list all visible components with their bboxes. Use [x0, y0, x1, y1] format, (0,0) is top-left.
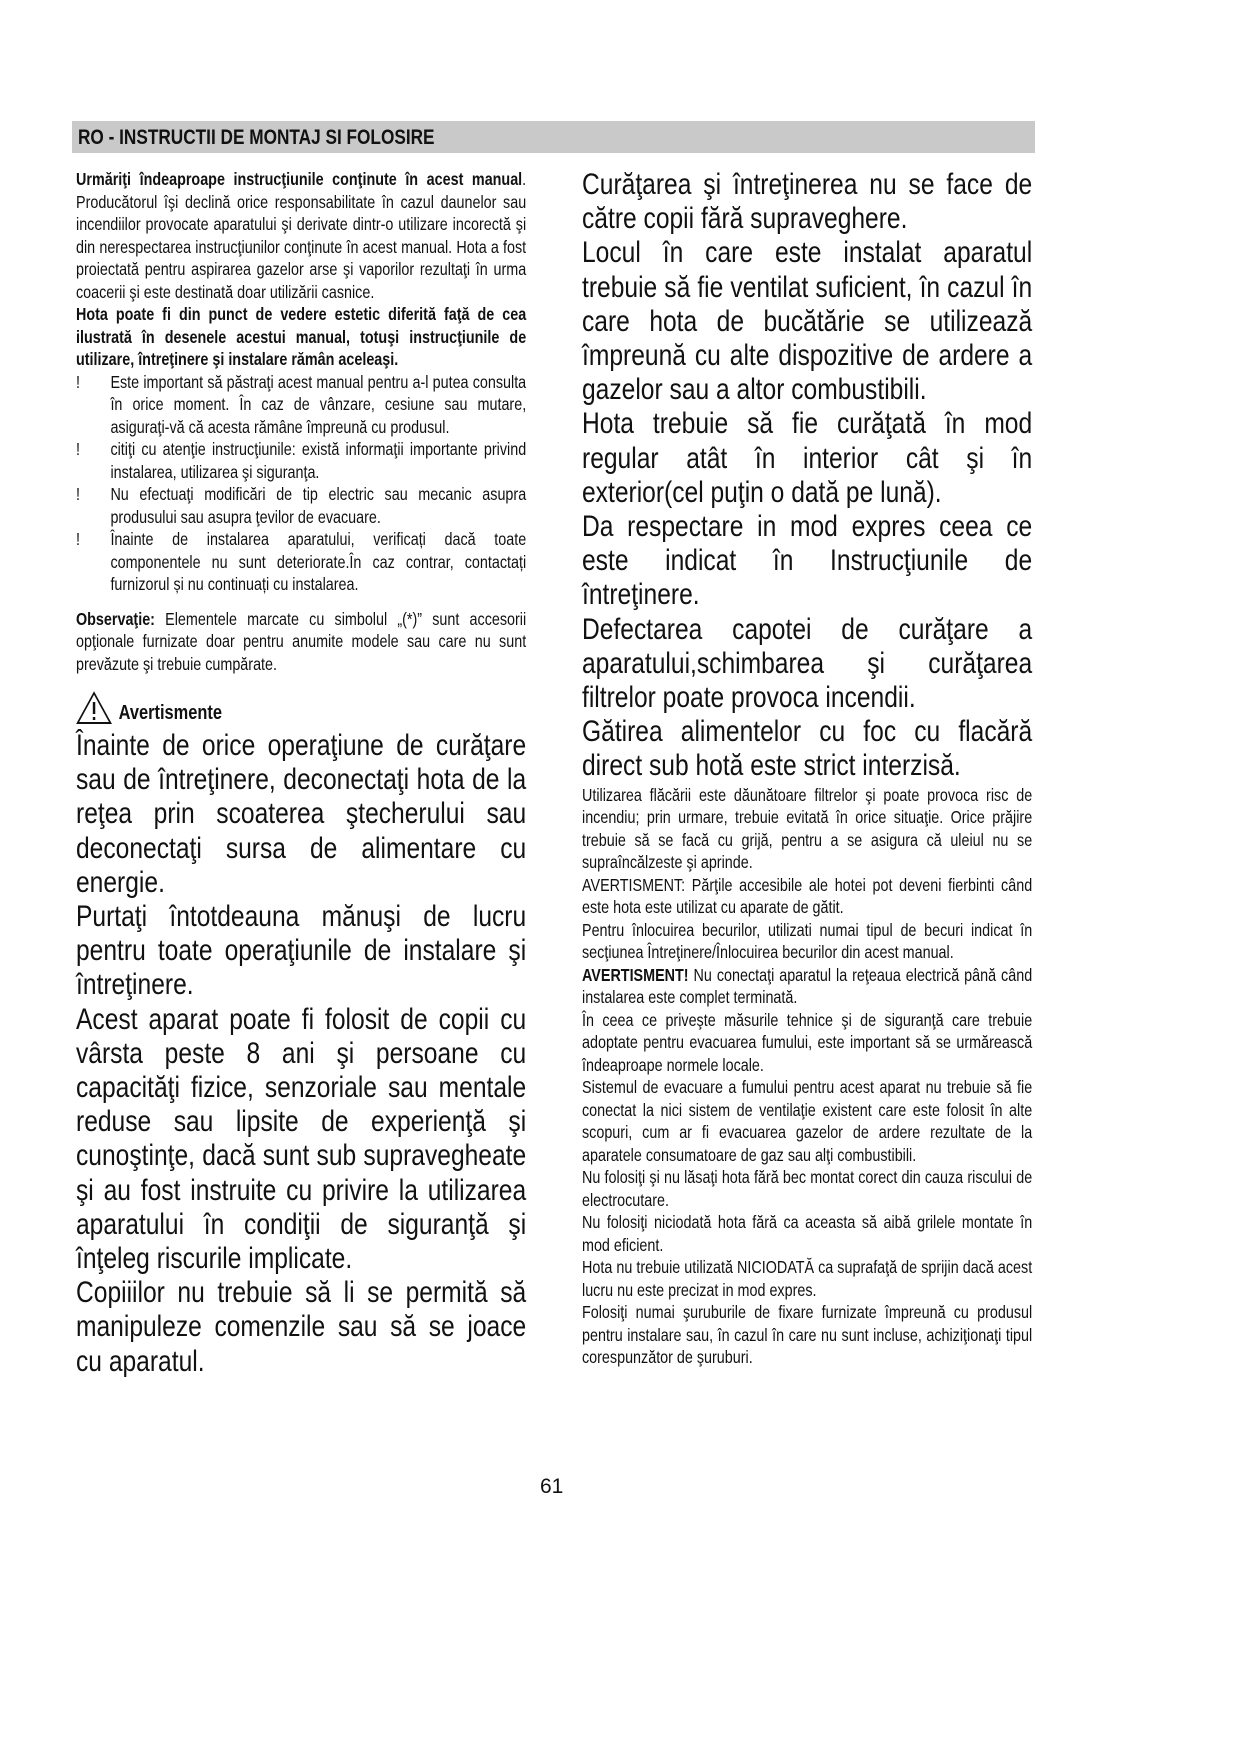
right-column — [582, 168, 1032, 1369]
list-item: ! citiţi cu atenţie instrucţiunile: există informaţii importante privind instalarea, utilizarea şi siguranţa. — [76, 439, 527, 482]
design-note: Hota poate fi din punct de vedere estetic diferită faţă de cea ilustrată în desenele acestui manual, totuşi instrucţiunile de utilizare, întreţinere şi instalare rămân aceleaşi. — [76, 304, 527, 369]
large-paragraph: Locul în care este instalat aparatul trebuie să fie ventilat suficient, în cazul în care hota de bucătărie se utilizează împreună cu alte dispozitive de ardere a gazelor sau a altor combustibili. — [582, 236, 1033, 407]
warning-triangle-icon — [76, 691, 112, 725]
large-paragraph: Hota trebuie să fie curăţată în mod regular atât în interior cât şi în exterior(cel puţin o dată pe lună). — [582, 407, 1033, 509]
small-paragraph: Folosiţi numai şuruburile de fixare furnizate împreună cu produsul pentru instalare sau, în cazul în care nu sunt incluse, achiziţionaţi tipul corespunzător de şuruburi. — [582, 1302, 1033, 1368]
small-paragraph: AVERTISMENT: Părţile accesibile ale hotei pot deveni fierbinti când este hota este utilizat cu aparate de gătit. — [582, 874, 1033, 918]
intro-paragraph: Urmăriţi îndeaproape instrucţiunile conţinute în acest manual. Producătorul îşi declină orice responsabilitate în cazul daunelor sau incendiilor provocate aparatului şi derivate dintr-o utilizare incorectă şi din nerespectarea instrucţiunilor conţinute în acest manual. Hota a fost proiectată pentru aspirarea gazelor arse şi vaporilor rezultaţi în urma coacerii şi este destinată doar utilizării casnice. — [76, 169, 527, 302]
list-item: ! Nu efectuaţi modificări de tip electric sau mecanic asupra produsului sau asupra ţevilor de evacuare. — [76, 484, 527, 527]
large-paragraph: Da respectare in mod expres ceea ce este indicat în Instrucţiunile de întreţinere. — [582, 510, 1033, 612]
large-paragraph: Gătirea alimentelor cu foc cu flacără direct sub hotă este strict interzisă. — [582, 715, 1033, 783]
electrical-warning: AVERTISMENT! Nu conectaţi aparatul la reţeaua electrică până când instalarea este complet terminată. — [582, 964, 1033, 1008]
large-paragraph: Copiiilor nu trebuie să li se permită să manipuleze comenzile sau să se joace cu aparatul. — [76, 1276, 527, 1378]
observation: Observaţie: Elementele marcate cu simbolul „(*)” sunt accesorii opţionale furnizate doar pentru anumite modele sau care nu sunt prevăzute şi trebuie cumpărate. — [76, 608, 527, 674]
large-paragraph: Acest aparat poate fi folosit de copii cu vârsta peste 8 ani şi persoane cu capacităţi fizice, senzoriale sau mentale reduse sau lipsite de experienţă şi cunoştinţe, dacă sunt sub supravegheate şi au fost instruite cu privire la utilizarea aparatului în condiţii de siguranţă şi înţeleg riscurile implicate. — [76, 1002, 527, 1276]
left-column — [76, 168, 526, 1379]
small-paragraph: Nu folosiţi niciodată hota fără ca aceasta să aibă grilele montate în mod eficient. — [582, 1212, 1033, 1255]
small-paragraph: Utilizarea flăcării este dăunătoare filtrelor şi poate provoca risc de incendiu; prin urmare, trebuie evitată în orice situaţie. Orice prăjire trebuie să se facă cu grijă, pentru a se asigura că uleiul nu se supraîncălzeste şi aprinde. — [582, 784, 1033, 873]
small-paragraph: Sistemul de evacuare a fumului pentru acest aparat nu trebuie să fie conectat la nici sistem de ventilaţie existent care este folosit în alte scopuri, cum ar fi evacuarea gazelor de ardere rezultate de la aparatele consumatoare de gaz sau alţi combustibili. — [582, 1077, 1033, 1165]
large-paragraph: Defectarea capotei de curăţare a aparatului,schimbarea şi curăţarea filtrelor poate provoca incendii. — [582, 612, 1033, 715]
large-paragraph: Înainte de orice operaţiune de curăţare sau de întreţinere, deconectaţi hota de la reţea prin scoaterea ştecherului sau deconectaţi sursa de alimentare cu energie. — [76, 729, 527, 899]
small-paragraph: Hota nu trebuie utilizată NICIODATĂ ca suprafaţă de sprijin dacă acest lucru nu este precizat in mod expres. — [582, 1257, 1033, 1300]
small-paragraph: Pentru înlocuirea becurilor, utilizati numai tipul de becuri indicat în secţiunea Întreţinere/Înlocuirea becurilor din acest manual. — [582, 919, 1033, 963]
large-paragraph: Curăţarea şi întreţinerea nu se face de către copii fără supraveghere. — [582, 168, 1033, 236]
large-paragraph: Purtaţi întotdeauna mănuşi de lucru pentru toate operaţiunile de instalare şi întreţinere. — [76, 900, 527, 1002]
section-header — [72, 121, 1035, 153]
section-title: RO - INSTRUCTII DE MONTAJ SI FOLOSIRE — [78, 126, 435, 149]
small-paragraph: Nu folosiţi şi nu lăsaţi hota fără bec montat corect din cauza riscului de electrocutare. — [582, 1167, 1033, 1210]
page-number: 61 — [540, 1475, 564, 1498]
list-item: ! Înainte de instalarea aparatului, verificați dacă toate componentele nu sunt deteriorate.În caz contrar, contactați furnizorul și nu continuați cu instalarea. — [76, 529, 527, 594]
small-paragraph: În ceea ce priveşte măsurile tehnice şi de siguranţă care trebuie adoptate pentru evacuarea fumului, este important să se urmărească îndeaproape normele locale. — [582, 1009, 1033, 1075]
list-item: ! Este important să păstraţi acest manual pentru a-l putea consulta în orice moment. În caz de vânzare, cesiune sau mutare, asiguraţi-vă că acesta rămâne împreună cu produsul. — [76, 371, 527, 437]
warning-heading: Avertismente — [76, 691, 526, 725]
